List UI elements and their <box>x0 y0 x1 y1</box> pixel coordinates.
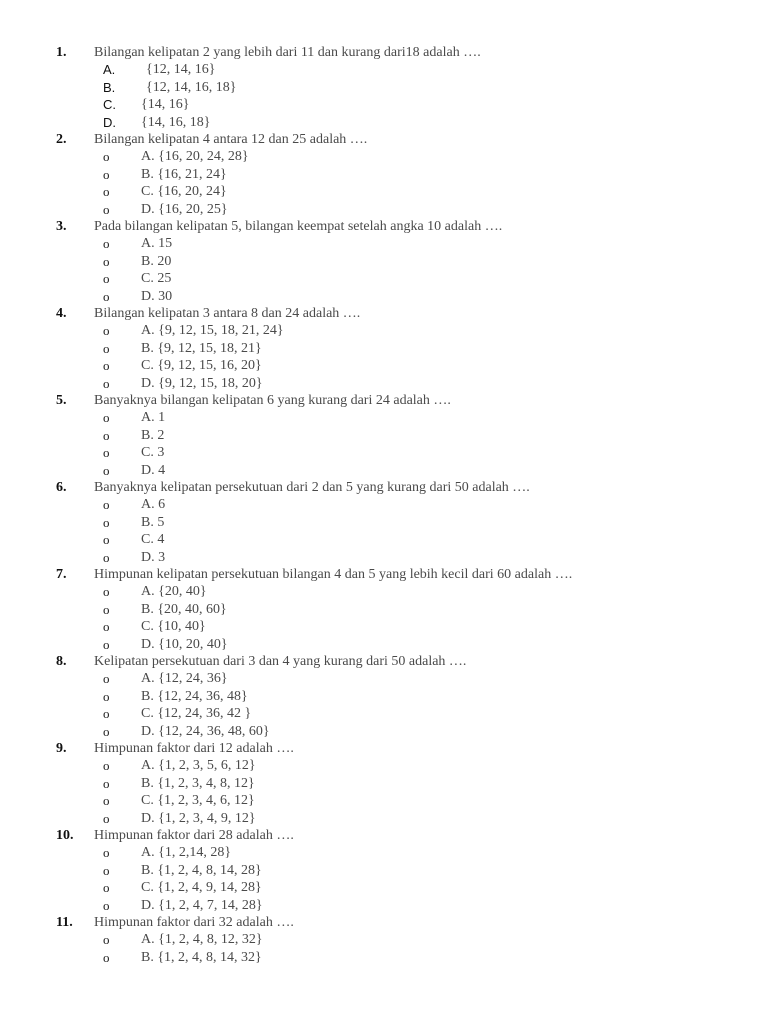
bullet-icon: o <box>103 166 110 182</box>
answer-option <box>0 897 768 914</box>
answer-option <box>0 636 768 653</box>
bullet-icon: o <box>103 410 110 426</box>
question-text: Pada bilangan kelipatan 5, bilangan keempat setelah angka 10 adalah …. <box>94 219 503 234</box>
question-number: 6. <box>56 480 67 495</box>
answer-option <box>0 601 768 618</box>
bullet-icon: o <box>103 271 110 287</box>
answer-option <box>0 270 768 287</box>
bullet-icon: o <box>103 619 110 635</box>
question-7 <box>0 566 768 583</box>
option-text: D. {1, 2, 3, 4, 9, 12} <box>141 810 256 826</box>
option-text: B. 20 <box>141 253 172 269</box>
option-text: D. {12, 24, 36, 48, 60} <box>141 723 270 739</box>
question-number: 5. <box>56 393 67 408</box>
answer-option <box>0 705 768 722</box>
question-number: 11. <box>56 915 73 930</box>
bullet-icon: o <box>103 532 110 548</box>
question-number: 8. <box>56 654 67 669</box>
option-text: D. {1, 2, 4, 7, 14, 28} <box>141 897 263 913</box>
option-text: A. {1, 2, 4, 8, 12, 32} <box>141 932 263 948</box>
option-text: D. {9, 12, 15, 18, 20} <box>141 375 263 391</box>
bullet-icon: o <box>103 201 110 217</box>
answer-option <box>0 340 768 357</box>
option-letter: D. <box>103 114 116 130</box>
question-number: 9. <box>56 741 67 756</box>
answer-option <box>0 723 768 740</box>
question-2 <box>0 131 768 148</box>
bullet-icon: o <box>103 375 110 391</box>
option-text: C. {1, 2, 3, 4, 6, 12} <box>141 793 255 809</box>
bullet-icon: o <box>103 688 110 704</box>
answer-option <box>0 583 768 600</box>
option-letter: A. <box>103 62 116 78</box>
bullet-icon: o <box>103 880 110 896</box>
question-number: 2. <box>56 132 67 147</box>
answer-option <box>0 549 768 566</box>
bullet-icon: o <box>103 932 110 948</box>
bullet-icon: o <box>103 549 110 565</box>
option-text: A. 1 <box>141 410 166 426</box>
option-text: A. {20, 40} <box>141 584 207 600</box>
bullet-icon: o <box>103 793 110 809</box>
bullet-icon: o <box>103 288 110 304</box>
option-text: B. {1, 2, 3, 4, 8, 12} <box>141 775 255 791</box>
option-text: A. {16, 20, 24, 28} <box>141 149 249 165</box>
answer-option <box>0 427 768 444</box>
bullet-icon: o <box>103 445 110 461</box>
answer-option <box>0 775 768 792</box>
option-letter: B. <box>103 79 116 95</box>
option-text: B. 5 <box>141 514 165 530</box>
bullet-icon: o <box>103 601 110 617</box>
option-text: C. 25 <box>141 271 172 287</box>
option-text: B. {12, 24, 36, 48} <box>141 688 248 704</box>
question-text: Himpunan kelipatan persekutuan bilangan 4 dan 5 yang lebih kecil dari 60 adalah …. <box>94 567 573 582</box>
bullet-icon: o <box>103 636 110 652</box>
bullet-icon: o <box>103 340 110 356</box>
answer-option <box>0 688 768 705</box>
question-5 <box>0 392 768 409</box>
bullet-icon: o <box>103 514 110 530</box>
option-text: D. {16, 20, 25} <box>141 201 228 217</box>
answer-option <box>0 288 768 305</box>
option-letter: C. <box>103 97 116 113</box>
option-text: B. {20, 40, 60} <box>141 601 227 617</box>
question-text: Bilangan kelipatan 2 yang lebih dari 11 dan kurang dari18 adalah …. <box>94 45 481 60</box>
option-text: C. {1, 2, 4, 9, 14, 28} <box>141 880 262 896</box>
option-text: C. 3 <box>141 445 165 461</box>
option-text: C. {10, 40} <box>141 619 206 635</box>
question-text: Bilangan kelipatan 4 antara 12 dan 25 adalah …. <box>94 132 368 147</box>
bullet-icon: o <box>103 462 110 478</box>
question-number: 10. <box>56 828 74 843</box>
answer-option <box>0 322 768 339</box>
option-text: D. 4 <box>141 462 166 478</box>
bullet-icon: o <box>103 949 110 965</box>
answer-option <box>0 114 768 131</box>
option-text: C. {12, 24, 36, 42 } <box>141 706 252 722</box>
question-10 <box>0 827 768 844</box>
answer-option <box>0 409 768 426</box>
answer-option <box>0 931 768 948</box>
option-text: A. 15 <box>141 236 173 252</box>
bullet-icon: o <box>103 427 110 443</box>
option-text: C. 4 <box>141 532 165 548</box>
bullet-icon: o <box>103 706 110 722</box>
question-text: Himpunan faktor dari 12 adalah …. <box>94 741 294 756</box>
option-text: B. {1, 2, 4, 8, 14, 28} <box>141 862 262 878</box>
answer-option <box>0 792 768 809</box>
option-text: A. {12, 24, 36} <box>141 671 228 687</box>
question-3 <box>0 218 768 235</box>
option-text: D. {10, 20, 40} <box>141 636 228 652</box>
answer-option <box>0 670 768 687</box>
answer-option <box>0 531 768 548</box>
answer-option <box>0 148 768 165</box>
question-4 <box>0 305 768 322</box>
answer-option <box>0 462 768 479</box>
option-text: {14, 16, 18} <box>141 114 211 130</box>
option-text: {12, 14, 16} <box>146 62 216 78</box>
answer-option <box>0 183 768 200</box>
option-text: D. 30 <box>141 288 173 304</box>
answer-option <box>0 375 768 392</box>
bullet-icon: o <box>103 897 110 913</box>
option-text: A. 6 <box>141 497 166 513</box>
answer-option <box>0 514 768 531</box>
option-text: A. {1, 2,14, 28} <box>141 845 232 861</box>
question-6 <box>0 479 768 496</box>
option-text: B. {16, 21, 24} <box>141 166 227 182</box>
question-number: 1. <box>56 45 67 60</box>
bullet-icon: o <box>103 358 110 374</box>
bullet-icon: o <box>103 584 110 600</box>
answer-option <box>0 201 768 218</box>
option-text: B. {1, 2, 4, 8, 14, 32} <box>141 949 262 965</box>
option-text: D. 3 <box>141 549 166 565</box>
bullet-icon: o <box>103 758 110 774</box>
question-9 <box>0 740 768 757</box>
answer-option <box>0 444 768 461</box>
option-text: A. {1, 2, 3, 5, 6, 12} <box>141 758 256 774</box>
answer-option <box>0 810 768 827</box>
answer-option <box>0 96 768 113</box>
question-text: Banyaknya kelipatan persekutuan dari 2 dan 5 yang kurang dari 50 adalah …. <box>94 480 530 495</box>
option-text: C. {9, 12, 15, 16, 20} <box>141 358 262 374</box>
bullet-icon: o <box>103 497 110 513</box>
question-text: Bilangan kelipatan 3 antara 8 dan 24 adalah …. <box>94 306 361 321</box>
bullet-icon: o <box>103 775 110 791</box>
answer-option <box>0 235 768 252</box>
answer-option <box>0 166 768 183</box>
question-text: Himpunan faktor dari 28 adalah …. <box>94 828 294 843</box>
question-text: Kelipatan persekutuan dari 3 dan 4 yang kurang dari 50 adalah …. <box>94 654 467 669</box>
bullet-icon: o <box>103 862 110 878</box>
question-number: 7. <box>56 567 67 582</box>
option-text: {12, 14, 16, 18} <box>146 79 237 95</box>
answer-option <box>0 618 768 635</box>
bullet-icon: o <box>103 723 110 739</box>
question-11 <box>0 914 768 931</box>
question-1 <box>0 44 768 61</box>
answer-option <box>0 844 768 861</box>
bullet-icon: o <box>103 323 110 339</box>
answer-option <box>0 949 768 966</box>
answer-option <box>0 757 768 774</box>
answer-option <box>0 862 768 879</box>
option-text: {14, 16} <box>141 97 190 113</box>
answer-option <box>0 61 768 78</box>
option-text: B. {9, 12, 15, 18, 21} <box>141 340 262 356</box>
answer-option <box>0 253 768 270</box>
option-text: C. {16, 20, 24} <box>141 184 227 200</box>
answer-option <box>0 879 768 896</box>
question-text: Himpunan faktor dari 32 adalah …. <box>94 915 294 930</box>
answer-option <box>0 79 768 96</box>
option-text: A. {9, 12, 15, 18, 21, 24} <box>141 323 284 339</box>
question-number: 3. <box>56 219 67 234</box>
question-8 <box>0 653 768 670</box>
question-number: 4. <box>56 306 67 321</box>
option-text: B. 2 <box>141 427 165 443</box>
bullet-icon: o <box>103 184 110 200</box>
bullet-icon: o <box>103 810 110 826</box>
bullet-icon: o <box>103 671 110 687</box>
bullet-icon: o <box>103 253 110 269</box>
answer-option <box>0 357 768 374</box>
bullet-icon: o <box>103 236 110 252</box>
answer-option <box>0 496 768 513</box>
bullet-icon: o <box>103 149 110 165</box>
bullet-icon: o <box>103 845 110 861</box>
question-text: Banyaknya bilangan kelipatan 6 yang kurang dari 24 adalah …. <box>94 393 451 408</box>
